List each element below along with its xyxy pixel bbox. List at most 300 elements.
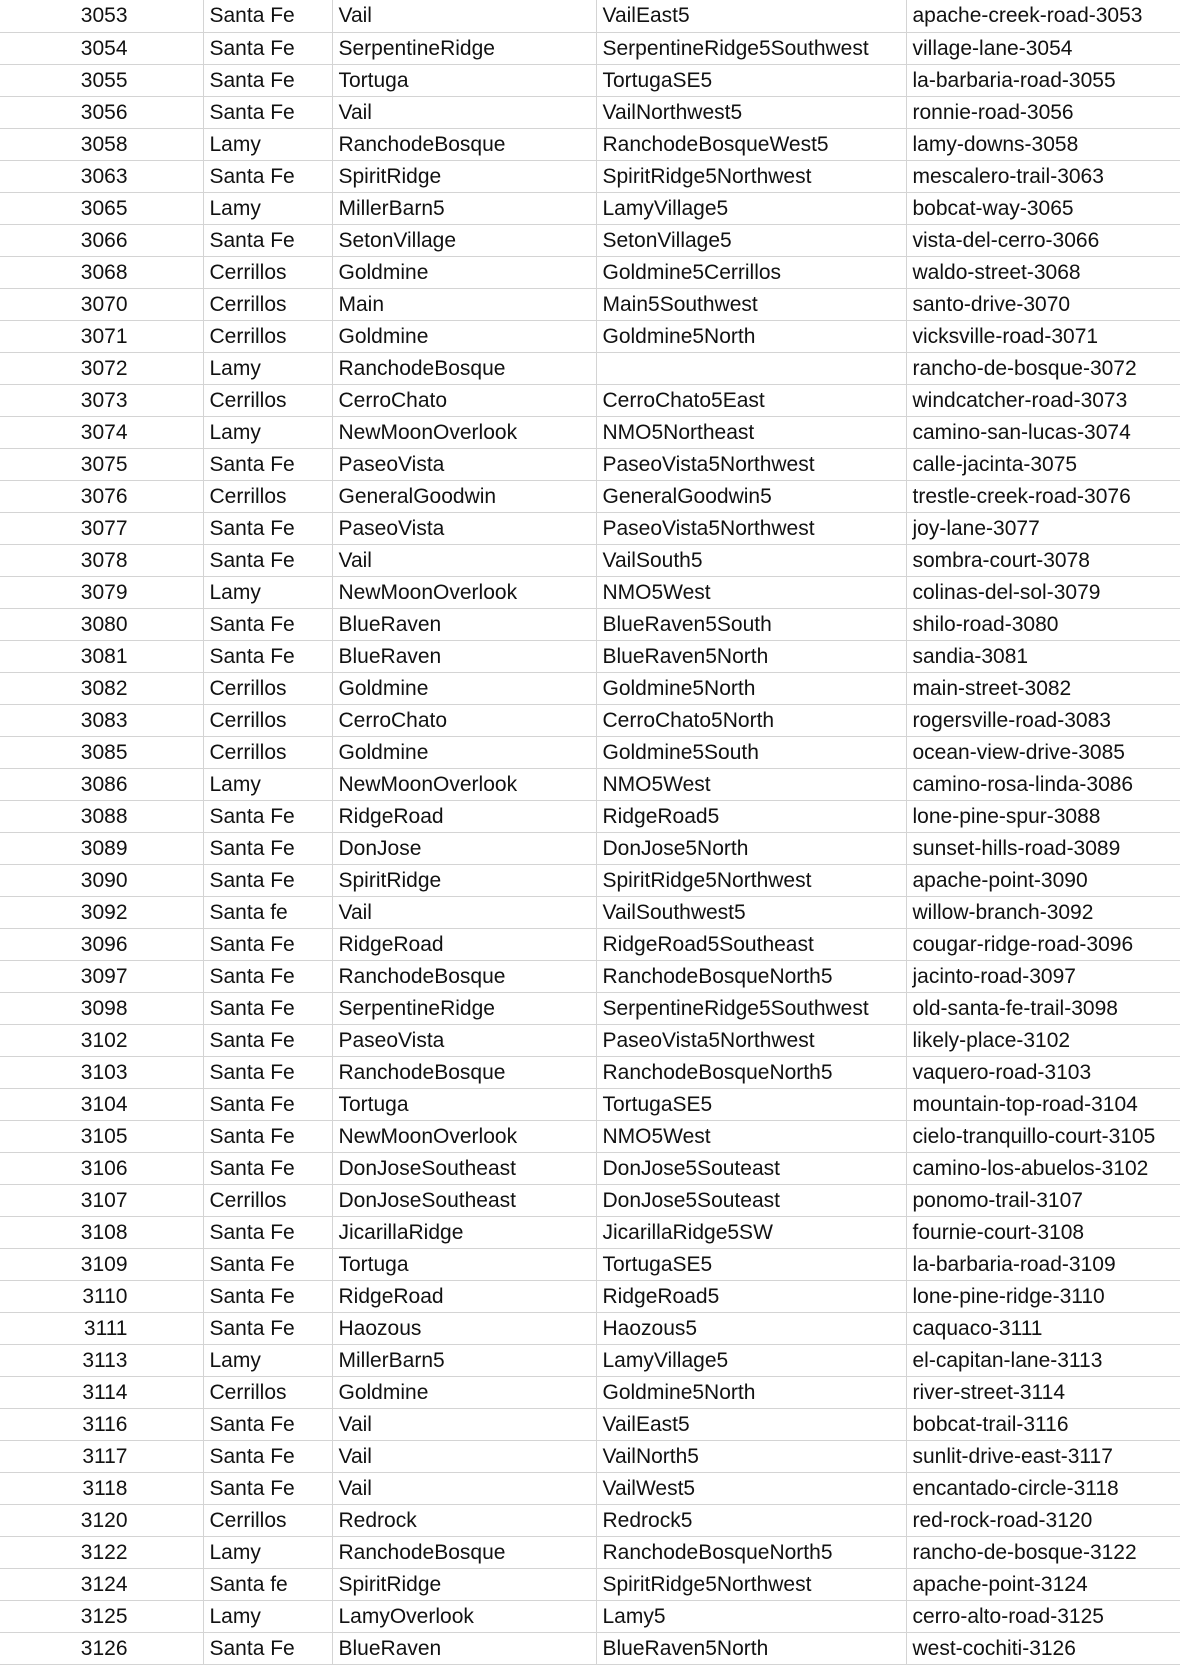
cell-zone[interactable]: BlueRaven5North [596, 640, 906, 672]
table-row [0, 1344, 1180, 1376]
cell-id[interactable]: 3058 [0, 128, 203, 160]
table-row [0, 480, 1180, 512]
table-row [0, 1024, 1180, 1056]
cell-area[interactable]: Cerrillos [203, 1376, 332, 1408]
table-row [0, 576, 1180, 608]
cell-subdivision[interactable]: Vail [332, 1472, 596, 1504]
cell-zone[interactable]: RanchodeBosqueNorth5 [596, 960, 906, 992]
cell-area[interactable]: Santa Fe [203, 1056, 332, 1088]
cell-area[interactable]: Lamy [203, 192, 332, 224]
cell-address[interactable]: colinas-del-sol-3079 [906, 576, 1180, 608]
cell-address[interactable]: rancho-de-bosque-3122 [906, 1536, 1180, 1568]
cell-address[interactable]: camino-los-abuelos-3102 [906, 1152, 1180, 1184]
cell-address[interactable]: waldo-street-3068 [906, 256, 1180, 288]
cell-subdivision[interactable]: LamyOverlook [332, 1600, 596, 1632]
cell-subdivision[interactable]: JicarillaRidge [332, 1216, 596, 1248]
cell-area[interactable]: Santa Fe [203, 96, 332, 128]
table-row [0, 160, 1180, 192]
cell-area[interactable]: Santa Fe [203, 928, 332, 960]
cell-id[interactable]: 3055 [0, 64, 203, 96]
cell-id[interactable]: 3077 [0, 512, 203, 544]
cell-zone[interactable]: SpiritRidge5Northwest [596, 1568, 906, 1600]
cell-zone[interactable]: VailNorth5 [596, 1440, 906, 1472]
cell-area[interactable]: Santa Fe [203, 0, 332, 32]
table-row [0, 1408, 1180, 1440]
cell-address[interactable]: apache-point-3090 [906, 864, 1180, 896]
cell-subdivision[interactable]: BlueRaven [332, 1632, 596, 1664]
cell-id[interactable]: 3122 [0, 1536, 203, 1568]
cell-id[interactable]: 3073 [0, 384, 203, 416]
table-row [0, 384, 1180, 416]
cell-zone[interactable]: SpiritRidge5Northwest [596, 864, 906, 896]
cell-subdivision[interactable]: Main [332, 288, 596, 320]
cell-id[interactable]: 3109 [0, 1248, 203, 1280]
cell-zone[interactable]: NMO5West [596, 768, 906, 800]
cell-subdivision[interactable]: NewMoonOverlook [332, 768, 596, 800]
cell-zone[interactable]: NMO5Northeast [596, 416, 906, 448]
cell-id[interactable]: 3108 [0, 1216, 203, 1248]
cell-id[interactable]: 3092 [0, 896, 203, 928]
cell-zone[interactable]: JicarillaRidge5SW [596, 1216, 906, 1248]
table-row [0, 1600, 1180, 1632]
table-row [0, 1120, 1180, 1152]
cell-subdivision[interactable]: RanchodeBosque [332, 1056, 596, 1088]
table-row [0, 352, 1180, 384]
cell-subdivision[interactable]: RanchodeBosque [332, 1536, 596, 1568]
cell-zone[interactable]: Goldmine5South [596, 736, 906, 768]
cell-zone[interactable]: PaseoVista5Northwest [596, 448, 906, 480]
table-row [0, 768, 1180, 800]
cell-area[interactable]: Cerrillos [203, 1504, 332, 1536]
table-row [0, 640, 1180, 672]
cell-address[interactable]: trestle-creek-road-3076 [906, 480, 1180, 512]
cell-id[interactable]: 3113 [0, 1344, 203, 1376]
cell-id[interactable]: 3063 [0, 160, 203, 192]
cell-subdivision[interactable]: MillerBarn5 [332, 192, 596, 224]
cell-subdivision[interactable]: Tortuga [332, 64, 596, 96]
cell-id[interactable]: 3117 [0, 1440, 203, 1472]
cell-subdivision[interactable]: SerpentineRidge [332, 32, 596, 64]
cell-id[interactable]: 3075 [0, 448, 203, 480]
cell-address[interactable]: encantado-circle-3118 [906, 1472, 1180, 1504]
cell-address[interactable]: vaquero-road-3103 [906, 1056, 1180, 1088]
cell-zone[interactable]: RidgeRoad5 [596, 800, 906, 832]
cell-area[interactable]: Santa Fe [203, 1120, 332, 1152]
cell-address[interactable]: cielo-tranquillo-court-3105 [906, 1120, 1180, 1152]
cell-zone[interactable]: VailSouth5 [596, 544, 906, 576]
cell-subdivision[interactable]: CerroChato [332, 704, 596, 736]
cell-zone[interactable]: RanchodeBosqueNorth5 [596, 1536, 906, 1568]
cell-subdivision[interactable]: SerpentineRidge [332, 992, 596, 1024]
cell-id[interactable]: 3097 [0, 960, 203, 992]
cell-subdivision[interactable]: BlueRaven [332, 608, 596, 640]
cell-area[interactable]: Santa Fe [203, 1152, 332, 1184]
cell-zone[interactable]: VailEast5 [596, 1408, 906, 1440]
cell-id[interactable]: 3086 [0, 768, 203, 800]
cell-address[interactable]: jacinto-road-3097 [906, 960, 1180, 992]
cell-area[interactable]: Lamy [203, 576, 332, 608]
cell-zone[interactable] [596, 352, 906, 384]
cell-subdivision[interactable]: NewMoonOverlook [332, 1120, 596, 1152]
cell-subdivision[interactable]: Haozous [332, 1312, 596, 1344]
cell-zone[interactable]: DonJose5Souteast [596, 1152, 906, 1184]
table-row [0, 736, 1180, 768]
cell-area[interactable]: Santa Fe [203, 1280, 332, 1312]
cell-area[interactable]: Lamy [203, 1344, 332, 1376]
cell-address[interactable]: cerro-alto-road-3125 [906, 1600, 1180, 1632]
cell-address[interactable]: village-lane-3054 [906, 32, 1180, 64]
cell-address[interactable]: la-barbaria-road-3109 [906, 1248, 1180, 1280]
cell-area[interactable]: Cerrillos [203, 256, 332, 288]
table-row [0, 448, 1180, 480]
cell-address[interactable]: camino-san-lucas-3074 [906, 416, 1180, 448]
cell-zone[interactable]: DonJose5Souteast [596, 1184, 906, 1216]
cell-area[interactable]: Santa Fe [203, 1312, 332, 1344]
table-row [0, 960, 1180, 992]
cell-area[interactable]: Cerrillos [203, 672, 332, 704]
cell-area[interactable]: Lamy [203, 1536, 332, 1568]
cell-address[interactable]: sunlit-drive-east-3117 [906, 1440, 1180, 1472]
cell-id[interactable]: 3096 [0, 928, 203, 960]
cell-zone[interactable]: TortugaSE5 [596, 64, 906, 96]
cell-zone[interactable]: RidgeRoad5Southeast [596, 928, 906, 960]
table-row [0, 512, 1180, 544]
cell-address[interactable]: sunset-hills-road-3089 [906, 832, 1180, 864]
cell-area[interactable]: Lamy [203, 352, 332, 384]
cell-zone[interactable]: RanchodeBosqueNorth5 [596, 1056, 906, 1088]
cell-subdivision[interactable]: PaseoVista [332, 448, 596, 480]
cell-subdivision[interactable]: Vail [332, 0, 596, 32]
cell-address[interactable]: ronnie-road-3056 [906, 96, 1180, 128]
cell-subdivision[interactable]: DonJoseSoutheast [332, 1184, 596, 1216]
cell-subdivision[interactable]: CerroChato [332, 384, 596, 416]
cell-address[interactable]: ponomo-trail-3107 [906, 1184, 1180, 1216]
cell-id[interactable]: 3079 [0, 576, 203, 608]
cell-area[interactable]: Lamy [203, 1600, 332, 1632]
cell-area[interactable]: Santa Fe [203, 1408, 332, 1440]
table-row [0, 1440, 1180, 1472]
cell-zone[interactable]: RidgeRoad5 [596, 1280, 906, 1312]
table-row [0, 864, 1180, 896]
cell-id[interactable]: 3104 [0, 1088, 203, 1120]
cell-address[interactable]: bobcat-way-3065 [906, 192, 1180, 224]
cell-subdivision[interactable]: NewMoonOverlook [332, 576, 596, 608]
cell-subdivision[interactable]: Goldmine [332, 672, 596, 704]
cell-address[interactable]: sandia-3081 [906, 640, 1180, 672]
cell-address[interactable]: bobcat-trail-3116 [906, 1408, 1180, 1440]
table-row [0, 1312, 1180, 1344]
cell-area[interactable]: Santa Fe [203, 64, 332, 96]
table-row [0, 1568, 1180, 1600]
cell-address[interactable]: likely-place-3102 [906, 1024, 1180, 1056]
cell-zone[interactable]: SetonVillage5 [596, 224, 906, 256]
cell-area[interactable]: Cerrillos [203, 1184, 332, 1216]
table-row [0, 544, 1180, 576]
cell-address[interactable]: shilo-road-3080 [906, 608, 1180, 640]
cell-zone[interactable]: TortugaSE5 [596, 1088, 906, 1120]
cell-id[interactable]: 3105 [0, 1120, 203, 1152]
cell-area[interactable]: Santa Fe [203, 864, 332, 896]
cell-id[interactable]: 3114 [0, 1376, 203, 1408]
cell-id[interactable]: 3068 [0, 256, 203, 288]
table-row [0, 896, 1180, 928]
cell-subdivision[interactable]: NewMoonOverlook [332, 416, 596, 448]
cell-id[interactable]: 3070 [0, 288, 203, 320]
cell-address[interactable]: vicksville-road-3071 [906, 320, 1180, 352]
table-row [0, 224, 1180, 256]
cell-subdivision[interactable]: RidgeRoad [332, 800, 596, 832]
cell-area[interactable]: Santa Fe [203, 1632, 332, 1664]
cell-zone[interactable]: SpiritRidge5Northwest [596, 160, 906, 192]
cell-id[interactable]: 3116 [0, 1408, 203, 1440]
cell-address[interactable]: lone-pine-spur-3088 [906, 800, 1180, 832]
cell-address[interactable]: lone-pine-ridge-3110 [906, 1280, 1180, 1312]
cell-area[interactable]: Cerrillos [203, 480, 332, 512]
cell-id[interactable]: 3081 [0, 640, 203, 672]
cell-address[interactable]: fournie-court-3108 [906, 1216, 1180, 1248]
cell-area[interactable]: Cerrillos [203, 384, 332, 416]
cell-zone[interactable]: GeneralGoodwin5 [596, 480, 906, 512]
cell-subdivision[interactable]: Vail [332, 896, 596, 928]
cell-area[interactable]: Lamy [203, 128, 332, 160]
cell-area[interactable]: Santa Fe [203, 1088, 332, 1120]
cell-id[interactable]: 3107 [0, 1184, 203, 1216]
cell-zone[interactable]: Redrock5 [596, 1504, 906, 1536]
cell-address[interactable]: mountain-top-road-3104 [906, 1088, 1180, 1120]
cell-area[interactable]: Santa Fe [203, 224, 332, 256]
cell-address[interactable]: joy-lane-3077 [906, 512, 1180, 544]
cell-address[interactable]: apache-point-3124 [906, 1568, 1180, 1600]
table-row [0, 1632, 1180, 1664]
table-row [0, 1088, 1180, 1120]
cell-id[interactable]: 3090 [0, 864, 203, 896]
cell-id[interactable]: 3053 [0, 0, 203, 32]
cell-subdivision[interactable]: Goldmine [332, 320, 596, 352]
cell-address[interactable]: cougar-ridge-road-3096 [906, 928, 1180, 960]
cell-address[interactable]: santo-drive-3070 [906, 288, 1180, 320]
cell-id[interactable]: 3078 [0, 544, 203, 576]
cell-address[interactable]: el-capitan-lane-3113 [906, 1344, 1180, 1376]
table-row [0, 800, 1180, 832]
cell-id[interactable]: 3111 [0, 1312, 203, 1344]
cell-address[interactable]: mescalero-trail-3063 [906, 160, 1180, 192]
cell-area[interactable]: Lamy [203, 768, 332, 800]
cell-id[interactable]: 3056 [0, 96, 203, 128]
cell-area[interactable]: Santa Fe [203, 32, 332, 64]
cell-address[interactable]: apache-creek-road-3053 [906, 0, 1180, 32]
cell-id[interactable]: 3098 [0, 992, 203, 1024]
cell-zone[interactable]: NMO5West [596, 576, 906, 608]
cell-id[interactable]: 3082 [0, 672, 203, 704]
cell-zone[interactable]: Haozous5 [596, 1312, 906, 1344]
cell-subdivision[interactable]: DonJoseSoutheast [332, 1152, 596, 1184]
cell-subdivision[interactable]: PaseoVista [332, 512, 596, 544]
cell-address[interactable]: old-santa-fe-trail-3098 [906, 992, 1180, 1024]
cell-subdivision[interactable]: Redrock [332, 1504, 596, 1536]
cell-subdivision[interactable]: BlueRaven [332, 640, 596, 672]
cell-area[interactable]: Cerrillos [203, 736, 332, 768]
cell-address[interactable]: ocean-view-drive-3085 [906, 736, 1180, 768]
table-row [0, 256, 1180, 288]
cell-zone[interactable]: RanchodeBosqueWest5 [596, 128, 906, 160]
cell-zone[interactable]: LamyVillage5 [596, 192, 906, 224]
cell-subdivision[interactable]: PaseoVista [332, 1024, 596, 1056]
table-row [0, 704, 1180, 736]
cell-id[interactable]: 3106 [0, 1152, 203, 1184]
table-row [0, 1504, 1180, 1536]
cell-subdivision[interactable]: DonJose [332, 832, 596, 864]
cell-id[interactable]: 3072 [0, 352, 203, 384]
cell-area[interactable]: Cerrillos [203, 704, 332, 736]
cell-zone[interactable]: SerpentineRidge5Southwest [596, 32, 906, 64]
cell-subdivision[interactable]: Tortuga [332, 1088, 596, 1120]
cell-subdivision[interactable]: Goldmine [332, 736, 596, 768]
cell-subdivision[interactable]: Goldmine [332, 256, 596, 288]
cell-id[interactable]: 3066 [0, 224, 203, 256]
cell-id[interactable]: 3088 [0, 800, 203, 832]
table-row [0, 672, 1180, 704]
cell-address[interactable]: camino-rosa-linda-3086 [906, 768, 1180, 800]
cell-address[interactable]: red-rock-road-3120 [906, 1504, 1180, 1536]
cell-address[interactable]: vista-del-cerro-3066 [906, 224, 1180, 256]
cell-zone[interactable]: Goldmine5North [596, 1376, 906, 1408]
table-row [0, 320, 1180, 352]
cell-area[interactable]: Santa Fe [203, 512, 332, 544]
cell-subdivision[interactable]: Tortuga [332, 1248, 596, 1280]
cell-zone[interactable]: VailNorthwest5 [596, 96, 906, 128]
cell-address[interactable]: rogersville-road-3083 [906, 704, 1180, 736]
cell-id[interactable]: 3065 [0, 192, 203, 224]
cell-subdivision[interactable]: RidgeRoad [332, 928, 596, 960]
cell-address[interactable]: lamy-downs-3058 [906, 128, 1180, 160]
cell-subdivision[interactable]: RanchodeBosque [332, 960, 596, 992]
cell-zone[interactable]: VailSouthwest5 [596, 896, 906, 928]
cell-zone[interactable]: TortugaSE5 [596, 1248, 906, 1280]
cell-subdivision[interactable]: Vail [332, 1408, 596, 1440]
cell-zone[interactable]: BlueRaven5North [596, 1632, 906, 1664]
cell-id[interactable]: 3110 [0, 1280, 203, 1312]
cell-subdivision[interactable]: SetonVillage [332, 224, 596, 256]
cell-zone[interactable]: NMO5West [596, 1120, 906, 1152]
cell-address[interactable]: caquaco-3111 [906, 1312, 1180, 1344]
cell-area[interactable]: Santa Fe [203, 992, 332, 1024]
cell-area[interactable]: Santa Fe [203, 960, 332, 992]
cell-area[interactable]: Lamy [203, 416, 332, 448]
table-row [0, 1248, 1180, 1280]
cell-id[interactable]: 3089 [0, 832, 203, 864]
cell-zone[interactable]: BlueRaven5South [596, 608, 906, 640]
cell-area[interactable]: Santa Fe [203, 544, 332, 576]
cell-subdivision[interactable]: SpiritRidge [332, 1568, 596, 1600]
cell-address[interactable]: windcatcher-road-3073 [906, 384, 1180, 416]
cell-subdivision[interactable]: Vail [332, 1440, 596, 1472]
cell-area[interactable]: Cerrillos [203, 288, 332, 320]
cell-subdivision[interactable]: Vail [332, 96, 596, 128]
cell-id[interactable]: 3071 [0, 320, 203, 352]
table-row [0, 832, 1180, 864]
cell-subdivision[interactable]: GeneralGoodwin [332, 480, 596, 512]
cell-zone[interactable]: VailEast5 [596, 0, 906, 32]
cell-zone[interactable]: VailWest5 [596, 1472, 906, 1504]
cell-area[interactable]: Santa fe [203, 896, 332, 928]
cell-address[interactable]: river-street-3114 [906, 1376, 1180, 1408]
cell-subdivision[interactable]: MillerBarn5 [332, 1344, 596, 1376]
cell-address[interactable]: calle-jacinta-3075 [906, 448, 1180, 480]
cell-id[interactable]: 3120 [0, 1504, 203, 1536]
cell-zone[interactable]: Goldmine5North [596, 320, 906, 352]
cell-id[interactable]: 3054 [0, 32, 203, 64]
cell-address[interactable]: la-barbaria-road-3055 [906, 64, 1180, 96]
cell-address[interactable]: rancho-de-bosque-3072 [906, 352, 1180, 384]
cell-area[interactable]: Santa Fe [203, 1472, 332, 1504]
cell-zone[interactable]: DonJose5North [596, 832, 906, 864]
cell-address[interactable]: willow-branch-3092 [906, 896, 1180, 928]
table-row [0, 288, 1180, 320]
cell-subdivision[interactable]: RanchodeBosque [332, 352, 596, 384]
cell-zone[interactable]: SerpentineRidge5Southwest [596, 992, 906, 1024]
cell-address[interactable]: main-street-3082 [906, 672, 1180, 704]
cell-id[interactable]: 3076 [0, 480, 203, 512]
cell-subdivision[interactable]: RanchodeBosque [332, 128, 596, 160]
cell-zone[interactable]: Goldmine5North [596, 672, 906, 704]
cell-area[interactable]: Santa Fe [203, 832, 332, 864]
cell-id[interactable]: 3103 [0, 1056, 203, 1088]
cell-zone[interactable]: LamyVillage5 [596, 1344, 906, 1376]
cell-zone[interactable]: PaseoVista5Northwest [596, 1024, 906, 1056]
table-row [0, 992, 1180, 1024]
cell-id[interactable]: 3125 [0, 1600, 203, 1632]
cell-id[interactable]: 3124 [0, 1568, 203, 1600]
cell-id[interactable]: 3083 [0, 704, 203, 736]
table-row [0, 96, 1180, 128]
cell-area[interactable]: Santa Fe [203, 1216, 332, 1248]
cell-area[interactable]: Santa Fe [203, 608, 332, 640]
cell-area[interactable]: Cerrillos [203, 320, 332, 352]
cell-id[interactable]: 3085 [0, 736, 203, 768]
cell-address[interactable]: sombra-court-3078 [906, 544, 1180, 576]
cell-zone[interactable]: Lamy5 [596, 1600, 906, 1632]
cell-area[interactable]: Santa fe [203, 1568, 332, 1600]
table-row [0, 1056, 1180, 1088]
cell-address[interactable]: west-cochiti-3126 [906, 1632, 1180, 1664]
cell-id[interactable]: 3074 [0, 416, 203, 448]
cell-id[interactable]: 3118 [0, 1472, 203, 1504]
cell-zone[interactable]: PaseoVista5Northwest [596, 512, 906, 544]
cell-zone[interactable]: CerroChato5East [596, 384, 906, 416]
cell-area[interactable]: Santa Fe [203, 160, 332, 192]
cell-area[interactable]: Santa Fe [203, 1024, 332, 1056]
cell-zone[interactable]: Goldmine5Cerrillos [596, 256, 906, 288]
cell-subdivision[interactable]: SpiritRidge [332, 160, 596, 192]
table-row [0, 1280, 1180, 1312]
cell-area[interactable]: Santa Fe [203, 1440, 332, 1472]
cell-area[interactable]: Santa Fe [203, 1248, 332, 1280]
cell-subdivision[interactable]: Goldmine [332, 1376, 596, 1408]
cell-area[interactable]: Santa Fe [203, 448, 332, 480]
cell-subdivision[interactable]: Vail [332, 544, 596, 576]
cell-area[interactable]: Santa Fe [203, 800, 332, 832]
cell-subdivision[interactable]: SpiritRidge [332, 864, 596, 896]
cell-id[interactable]: 3102 [0, 1024, 203, 1056]
table-row [0, 1472, 1180, 1504]
cell-id[interactable]: 3126 [0, 1632, 203, 1664]
table-row [0, 928, 1180, 960]
cell-subdivision[interactable]: RidgeRoad [332, 1280, 596, 1312]
cell-area[interactable]: Santa Fe [203, 640, 332, 672]
cell-zone[interactable]: Main5Southwest [596, 288, 906, 320]
cell-id[interactable]: 3080 [0, 608, 203, 640]
cell-zone[interactable]: CerroChato5North [596, 704, 906, 736]
